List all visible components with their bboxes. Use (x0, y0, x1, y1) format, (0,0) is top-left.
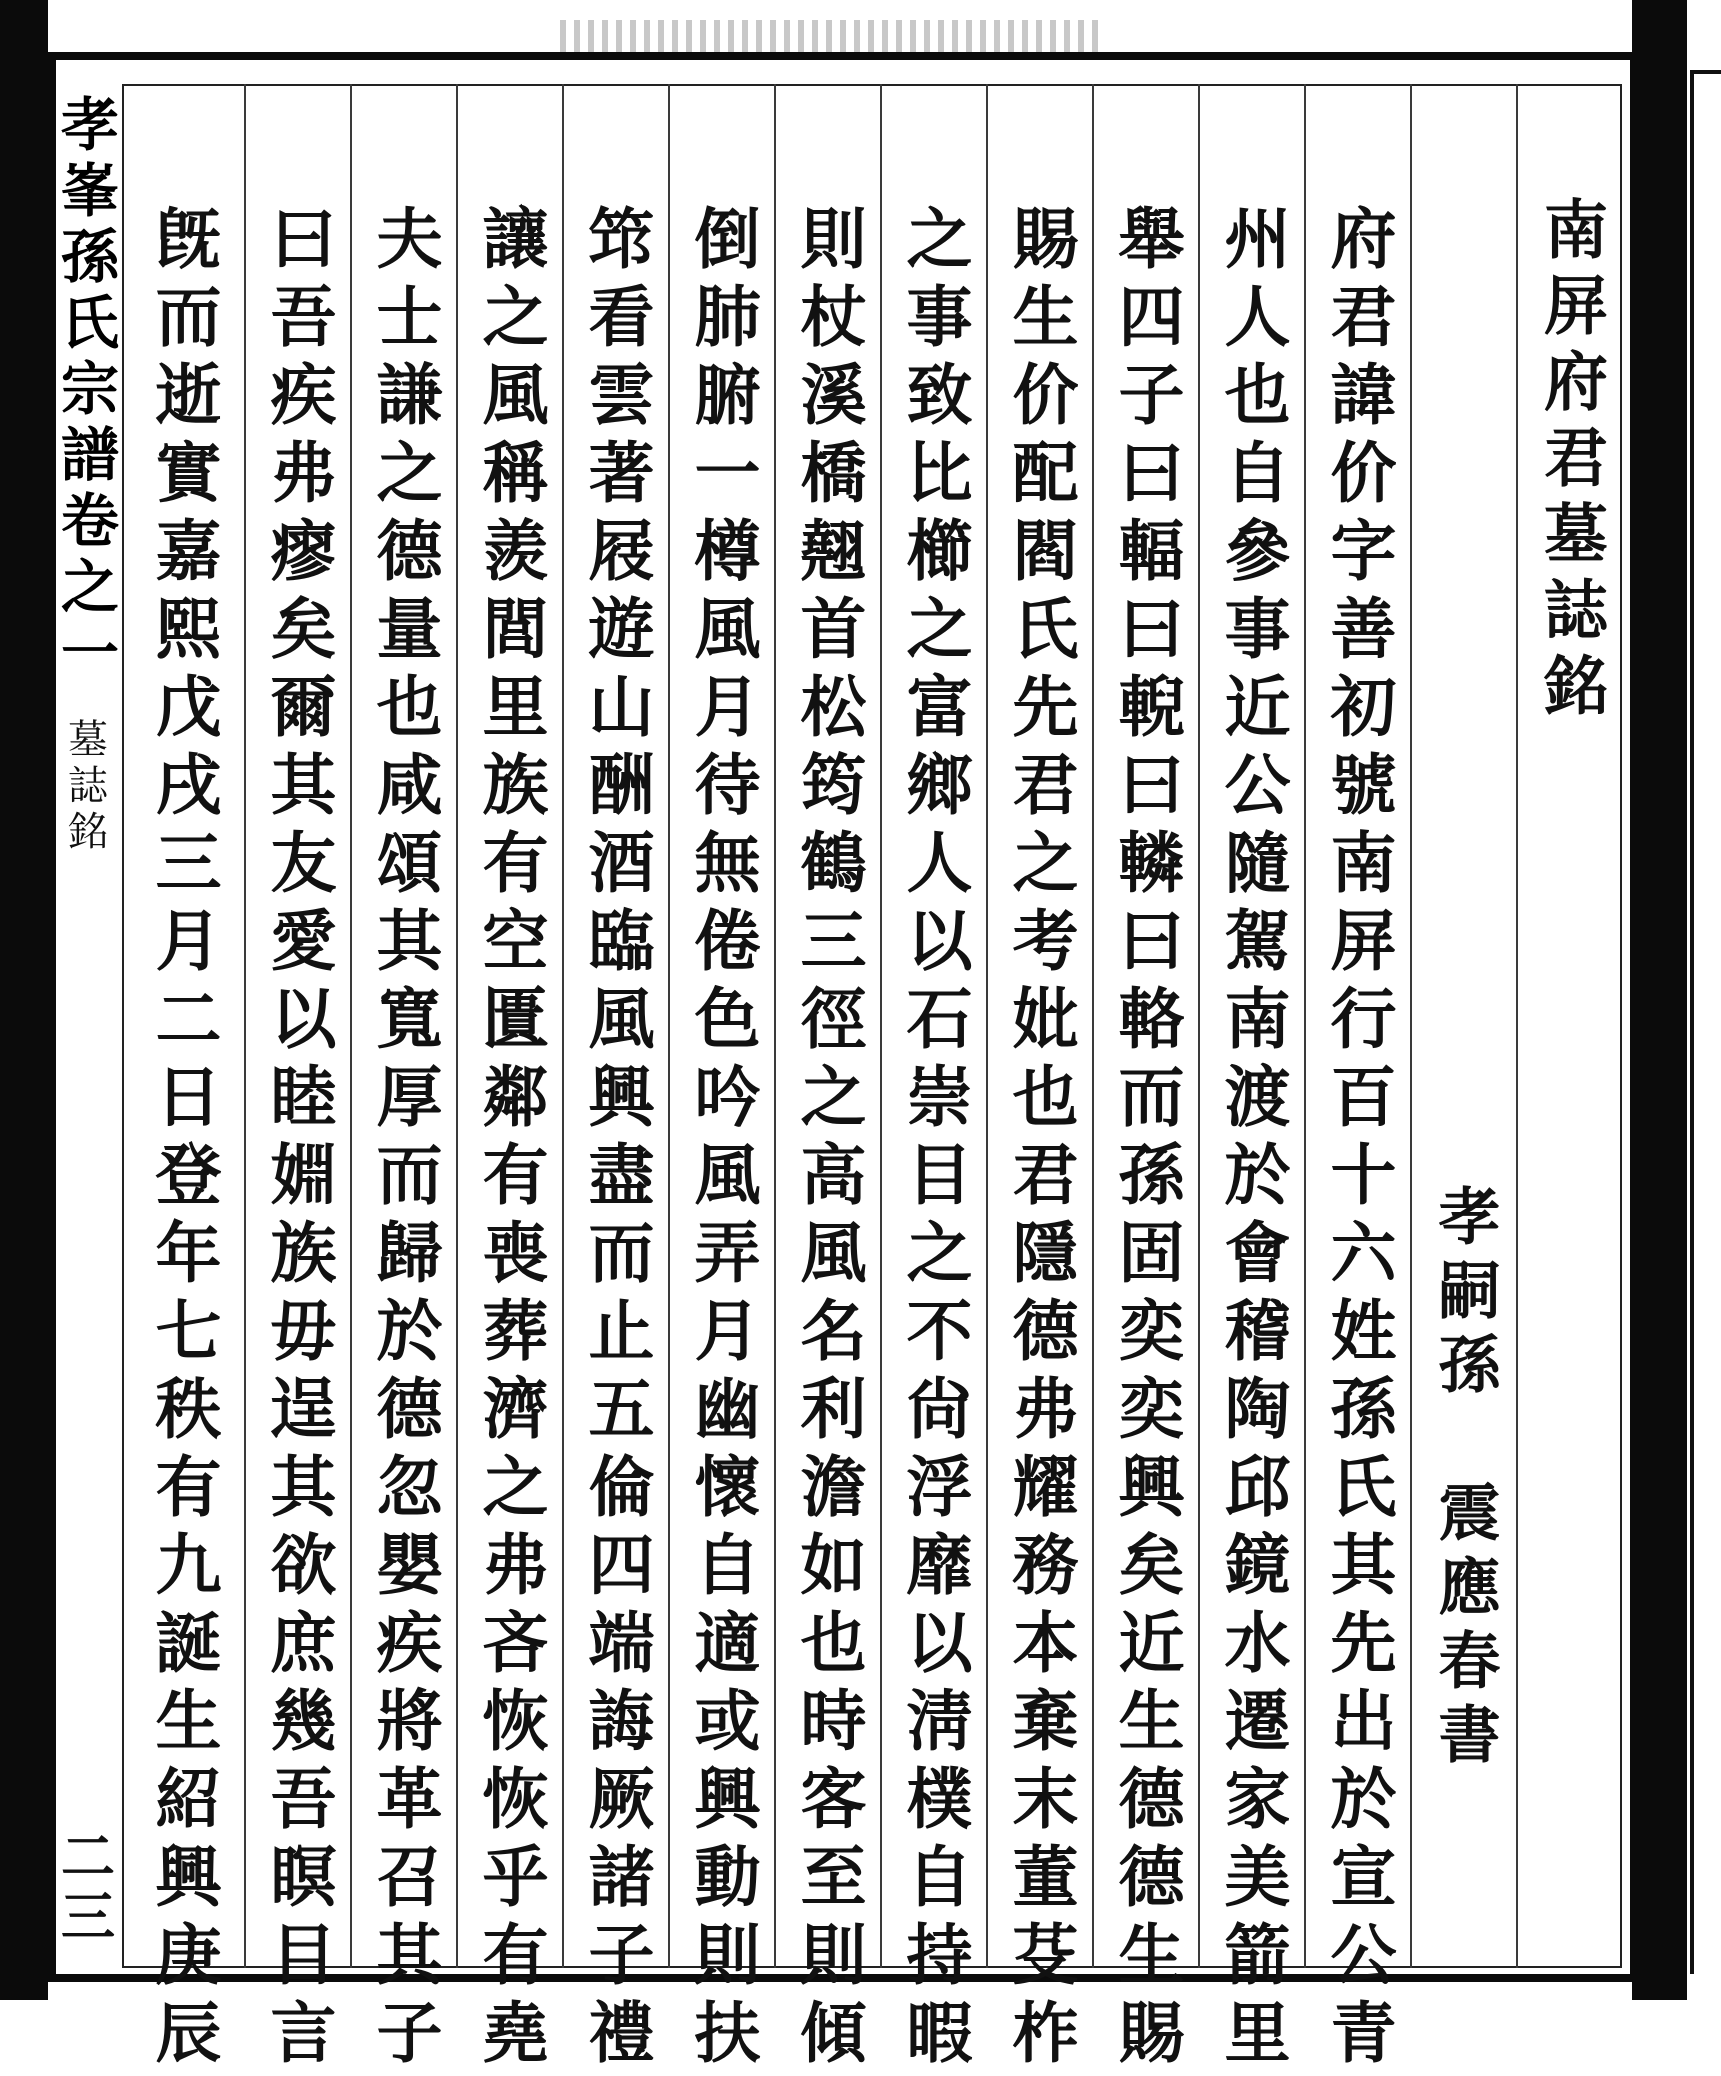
title-column (1516, 84, 1622, 1968)
book-edge-right (1632, 0, 1687, 2000)
text-line: 夫士謙之德量也咸頌其寬厚而歸於德忽嬰疾將革召其子 (365, 204, 443, 2076)
scan-artifact (560, 20, 1100, 52)
document-title: 南屏府君墓誌銘 (1533, 196, 1608, 728)
text-line: 倒肺腑一樽風月待無倦色吟風弄月幽懷自適或興動則扶 (683, 204, 761, 2076)
author-column (1410, 84, 1516, 1968)
text-column (1304, 84, 1410, 2076)
text-columns (122, 84, 1622, 2076)
section-label: 墓誌銘 (61, 718, 108, 856)
author-line: 孝嗣孫 震應春書 (1428, 1184, 1501, 1776)
text-line: 則杖溪橋翹首松筠鶴三徑之高風名利澹如也時客至則傾 (789, 204, 867, 2076)
text-line: 之事致比櫛之富鄉人以石崇目之不尙浮靡以淸樸自持暇 (895, 204, 973, 2076)
text-line: 筇看雲著屐遊山酬酒臨風興盡而止五倫四端誨厥諸子禮 (577, 204, 655, 2076)
text-column (350, 84, 456, 2076)
page-spine (48, 84, 124, 1968)
text-column (1198, 84, 1304, 2076)
text-line: 州人也自參事近公隨駕南渡於會稽陶邱鏡水遷家美箭里 (1213, 204, 1291, 2076)
text-line: 曰吾疾弗瘳矣爾其友愛以睦婣族毋逞其欲庶幾吾瞑目言 (259, 204, 337, 2076)
text-line: 賜生价配閻氏先君之考妣也君隱德弗耀務本棄末董芟柞 (1001, 204, 1079, 2076)
text-column (244, 84, 350, 2076)
text-column (1092, 84, 1198, 2076)
text-column (986, 84, 1092, 2076)
text-line: 旣而逝實嘉熙戊戌三月二日登年七秩有九誕生紹興庚辰 (144, 204, 222, 2076)
text-line: 讓之風稱羨閭里族有空匱鄰有喪葬濟之弗吝恢恢乎有堯 (471, 204, 549, 2076)
text-line: 舉四子曰輻曰輗曰轔曰輅而孫固奕奕興矣近生德德生賜 (1107, 204, 1185, 2076)
page-number: 二三 (52, 1828, 117, 1948)
text-column (456, 84, 562, 2076)
text-column (880, 84, 986, 2076)
text-column (562, 84, 668, 2076)
text-line: 府君諱价字善初號南屏行百十六姓孫氏其先出於宣公青 (1319, 204, 1397, 2076)
text-column (774, 84, 880, 2076)
book-title: 孝峯孫氏宗譜卷之一 (51, 94, 119, 688)
adjacent-page-edge (1690, 70, 1721, 1974)
text-column (122, 84, 244, 2076)
text-column (668, 84, 774, 2076)
book-edge-left (0, 0, 48, 2000)
